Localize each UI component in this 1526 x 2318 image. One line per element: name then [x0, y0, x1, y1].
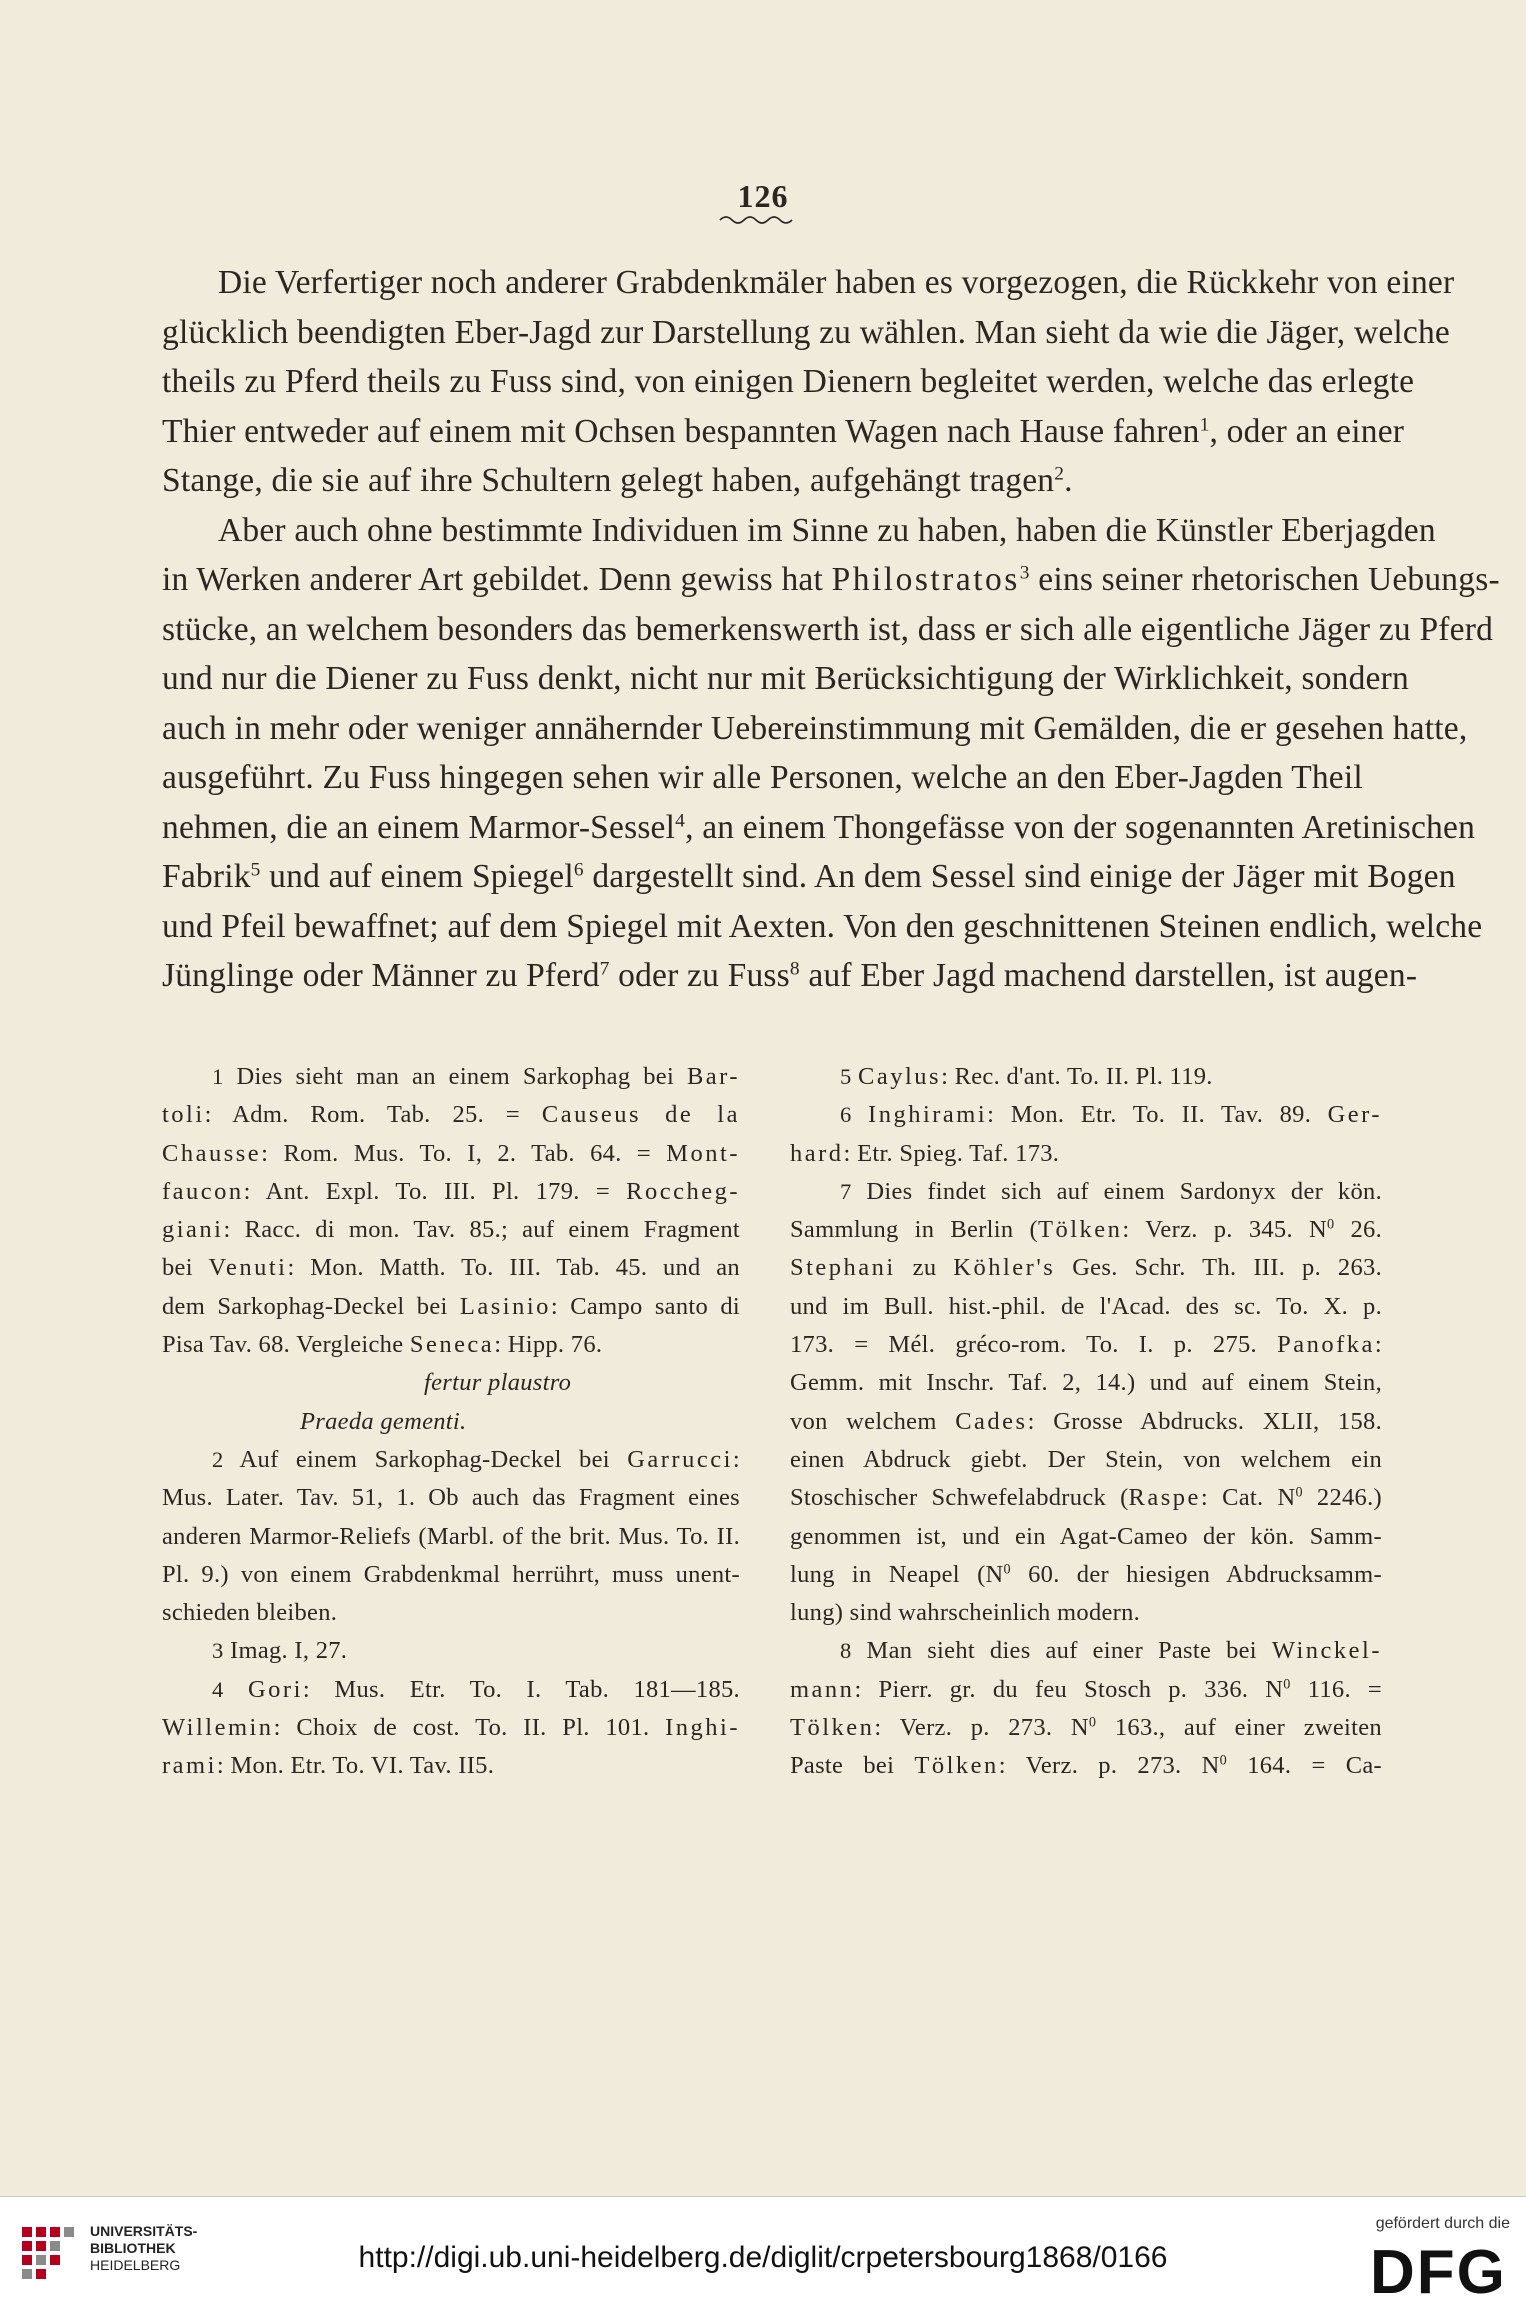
footnote-ref: 3 [1019, 562, 1030, 584]
permalink-url[interactable]: http://digi.ub.uni-heidelberg.de/diglit/crpetersbourg1868/0166 [358, 2241, 1168, 2274]
footnote-line: giani: Racc. di mon. Tav. 85.; auf einem Fragment [162, 1216, 740, 1244]
footnote-line: 6 Inghirami: Mon. Etr. To. II. Tav. 89. Ger- [840, 1101, 1382, 1129]
footnote-line: hard: Etr. Spieg. Taf. 173. [790, 1139, 1060, 1167]
footnote-line: lung) sind wahrscheinlich modern. [790, 1599, 1141, 1627]
library-name: UNIVERSITÄTS- BIBLIOTHEK HEIDELBERG [90, 2223, 198, 2273]
funding-caption: gefördert durch die [1375, 2215, 1510, 2232]
footnote-line: einen Abdruck giebt. Der Stein, von welchem ein [790, 1445, 1382, 1473]
main-line: Aber auch ohne bestimmte Individuen im Sinne zu haben, haben die Künstler Eberjagden [218, 511, 1436, 549]
main-line: in Werken anderer Art gebildet. Denn gewiss hat Philostratos$^3$ eins seiner rhetorischen Uebungs- [162, 561, 1500, 598]
footnote-line: 1 Dies sieht man an einem Sarkophag bei Bar- [212, 1063, 740, 1090]
main-line: Jünglinge oder Männer zu Pferd$^7$ oder zu Fuss$^8$ auf Eber Jagd machend darstellen, ist augen- [162, 957, 1418, 994]
footnote-line: 4 Gori: Mus. Etr. To. I. Tab. 181—185. [212, 1675, 740, 1703]
footnote-ref: 5 [250, 859, 261, 881]
footnotes-right [790, 1058, 1382, 1786]
footnote-line: 7 Dies findet sich auf einem Sardonyx der kön. [840, 1177, 1382, 1205]
footnote-line: genommen ist, und ein Agat-Cameo der kön. Samm- [790, 1522, 1382, 1550]
footnote-line: dem Sarkophag-Deckel bei Lasinio: Campo santo di [162, 1292, 740, 1320]
main-line: und nur die Diener zu Fuss denkt, nicht nur mit Berücksichtigung der Wirklichkeit, sondern [162, 660, 1409, 697]
main-line: stücke, an welchem besonders das bemerkenswerth ist, dass er sich alle eigentliche Jäger zu Pferd [162, 610, 1494, 648]
main-line: Stange, die sie auf ihre Schultern gelegt haben, aufgehängt tragen$^2$. [162, 462, 1073, 499]
footnote-ref: 4 [675, 809, 686, 831]
footnote-ref: 1 [1199, 413, 1210, 435]
footnote-line: faucon: Ant. Expl. To. III. Pl. 179. = Roccheg- [162, 1177, 740, 1205]
main-line: ausgeführt. Zu Fuss hingegen sehen wir alle Personen, welche an den Eber-Jagden Theil [162, 759, 1363, 796]
main-line: nehmen, die an einem Marmor-Sessel$^4$, an einem Thongefässe von der sogenannten Aretinischen [162, 808, 1476, 846]
footnote-line: Stoschischer Schwefelabdruck (Raspe: Cat. $N^0$ 2246.) [790, 1484, 1382, 1512]
footnote-line: Willemin: Choix de cost. To. II. Pl. 101. Inghi- [162, 1714, 740, 1742]
footnote-line: 8 Man sieht dies auf einer Paste bei Winckel- [840, 1637, 1382, 1665]
main-line: Die Verfertiger noch anderer Grabdenkmäler haben es vorgezogen, die Rückkehr von einer [218, 264, 1455, 301]
footnote-line: Pisa Tav. 68. Vergleiche Seneca: Hipp. 76. [162, 1331, 603, 1359]
footnote-line: von welchem Cades: Grosse Abdrucks. XLII, 158. [790, 1407, 1383, 1435]
footnote-line: rami: Mon. Etr. To. VI. Tav. II5. [162, 1752, 495, 1780]
footnote-line: Sammlung in Berlin (Tölken: Verz. p. 345. $N^0$ 26. [790, 1216, 1383, 1244]
dfg-logo: DFG [1370, 2238, 1507, 2307]
main-line: theils zu Pferd theils zu Fuss sind, von einigen Dienern begleitet werden, welche das erlegte [162, 363, 1415, 400]
footnote-ref: 8 [789, 958, 800, 980]
footnote-line: Paste bei Tölken: Verz. p. 273. $N^0$ 164. = Ca- [790, 1752, 1382, 1780]
footnote-line: lung in Neapel ($N^0$ 60. der hiesigen Abdrucksamm- [790, 1560, 1382, 1588]
ornament-icon [718, 214, 794, 226]
main-line: glücklich beendigten Eber-Jagd zur Darstellung zu wählen. Man sieht da wie die Jäger, welche [162, 313, 1450, 351]
footnote-line: Stephani zu Köhler's Ges. Schr. Th. III. p. 263. [790, 1254, 1382, 1282]
footnote-line: Gemm. mit Inschr. Taf. 2, 14.) und auf einem Stein, [790, 1369, 1382, 1397]
footnote-line: Pl. 9.) von einem Grabdenkmal herrührt, muss unent- [162, 1560, 740, 1588]
footnote-line: toli: Adm. Rom. Tab. 25. = Causeus de la [162, 1101, 740, 1129]
main-text [162, 258, 1500, 1001]
author-name: Philostratos [831, 561, 1020, 598]
footnote-line: 2 Auf einem Sarkophag-Deckel bei Garrucci: [212, 1445, 740, 1473]
footnote-line: schieden bleiben. [162, 1599, 338, 1627]
footnote-line: Mus. Later. Tav. 51, 1. Ob auch das Fragment eines [162, 1484, 740, 1512]
footer-bar [0, 2196, 1526, 2318]
footnote-line: bei Venuti: Mon. Matth. To. III. Tab. 45. und an [162, 1254, 740, 1282]
footnote-line: anderen Marmor-Reliefs (Marbl. of the brit. Mus. To. II. [162, 1522, 740, 1550]
main-line: auch in mehr oder weniger annähernder Uebereinstimmung mit Gemälden, die er gesehen hatte, [162, 709, 1468, 747]
footnotes-left [162, 1058, 740, 1786]
footnote-line: mann: Pierr. gr. du feu Stosch p. 336. $N^0$ 116. = [790, 1675, 1382, 1703]
footnote-line: 5 Caylus: Rec. d'ant. To. II. Pl. 119. [840, 1063, 1213, 1090]
footnote-line: Tölken: Verz. p. 273. $N^0$ 163., auf einer zweiten [790, 1714, 1382, 1742]
footnote-ref: 7 [599, 958, 610, 980]
quotation-line: fertur plaustro [424, 1369, 572, 1397]
footnote-line: 173. = Mél. gréco-rom. To. I. p. 275. Panofka: [790, 1331, 1382, 1359]
footnote-ref: 2 [1054, 463, 1065, 485]
main-line: Thier entweder auf einem mit Ochsen bespannten Wagen nach Hause fahren$^1$, oder an einer [162, 412, 1405, 450]
page-number: 126 [737, 178, 789, 214]
footnote-ref: 6 [573, 859, 584, 881]
footnote-line: 3 Imag. I, 27. [212, 1637, 348, 1665]
main-line: Fabrik$^5$ und auf einem Spiegel$^6$ dargestellt sind. An dem Sessel sind einige der Jäger mit Bogen [162, 858, 1456, 895]
footnote-line: Chausse: Rom. Mus. To. I, 2. Tab. 64. = Mont- [162, 1139, 740, 1167]
quotation-line: Praeda gementi. [300, 1407, 467, 1435]
main-line: und Pfeil bewaffnet; auf dem Spiegel mit Aexten. Von den geschnittenen Steinen endlich, welche [162, 907, 1483, 945]
footnote-line: und im Bull. hist.-phil. de l'Acad. des sc. To. X. p. [790, 1292, 1382, 1320]
